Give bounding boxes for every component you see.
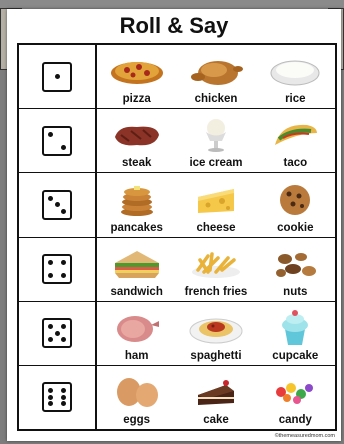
food-label: cake [203,414,229,427]
candy-icon [265,374,325,410]
cake-icon [186,374,246,410]
die-one-icon [42,62,72,92]
food-item [97,109,176,172]
chicken-icon [186,53,246,89]
food-label: cookie [277,221,314,234]
food-item [256,238,335,301]
food-label: taco [283,157,308,170]
food-label: pizza [122,93,151,106]
food-item [176,302,255,365]
rice-icon [265,53,325,89]
row-die-3 [19,172,335,236]
worksheet [7,9,341,441]
die-five-icon [42,318,72,348]
food-item [256,366,335,429]
food-item [176,238,255,301]
row-die-5 [19,301,335,365]
food-label: french fries [184,285,248,298]
food-item [97,302,176,365]
ham-icon [107,310,167,346]
row-die-6 [19,365,335,429]
nuts-icon [265,246,325,282]
row-die-2 [19,108,335,172]
copyright-credit: ©themeasuredmom.com [274,433,335,439]
food-item [256,173,335,236]
food-item [176,173,255,236]
cheese-icon [186,182,246,218]
spaghetti-icon [186,310,246,346]
row-die-1 [19,45,335,108]
food-label: ice cream [189,157,243,170]
die-six-icon [42,382,72,412]
row-die-4 [19,237,335,301]
food-label: nuts [283,285,308,298]
pizza-icon [107,53,167,89]
food-label: spaghetti [190,349,242,362]
food-item [97,45,176,108]
food-label: sandwich [110,285,163,298]
die-two-icon [42,126,72,156]
taco-icon [265,117,325,153]
page-title: Roll & Say [119,13,229,38]
food-item [97,366,176,429]
die-three-icon [42,190,72,220]
food-item [97,238,176,301]
food-item [256,109,335,172]
food-item [256,302,335,365]
ice-cream-icon [186,117,246,153]
cookie-icon [265,182,325,218]
food-label: cupcake [272,349,319,362]
pancakes-icon [107,182,167,218]
food-label: candy [278,414,312,427]
food-label: eggs [123,414,151,427]
steak-icon [107,117,167,153]
die-four-icon [42,254,72,284]
food-item [176,45,255,108]
food-label: rice [285,93,306,106]
cupcake-icon [265,310,325,346]
food-item [176,109,255,172]
food-label: ham [124,349,149,362]
eggs-icon [107,374,167,410]
food-item [176,366,255,429]
french-fries-icon [186,246,246,282]
food-label: cheese [196,221,236,234]
food-item [97,173,176,236]
food-label: pancakes [110,221,163,234]
food-label: steak [121,157,152,170]
food-label: chicken [194,93,238,106]
sandwich-icon [107,246,167,282]
roll-say-grid [17,43,337,431]
food-item [256,45,335,108]
